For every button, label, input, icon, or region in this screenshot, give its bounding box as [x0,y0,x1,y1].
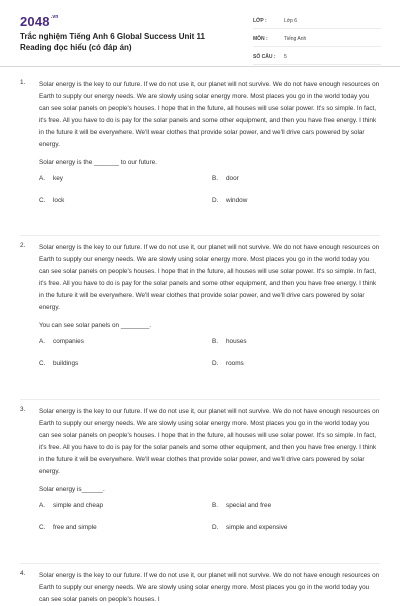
option-d[interactable] [212,195,247,207]
option-letter: A. [39,175,46,182]
option-text: special and free [226,502,272,509]
info-panel [253,13,381,67]
page-header [0,0,400,66]
meta-row-class [253,13,381,29]
question-4 [20,570,380,606]
question-passage: Solar energy is the key to our future. If we do not use it, our planet will not survive. We do not have enough resources on Earth to supply our energy needs. We are slowly using solar energy more. Most places you go in the world today you can see solar panels on people's houses. I [39,572,380,603]
meta-value: Lớp 6 [284,17,298,24]
option-letter: D. [212,197,219,204]
option-c[interactable] [39,358,78,370]
option-letter: B. [212,175,219,182]
option-text: simple and expensive [226,524,288,531]
option-a[interactable] [39,500,103,512]
option-letter: B. [212,502,219,509]
question-divider [20,563,380,564]
question-passage: Solar energy is the key to our future. If we do not use it, our planet will not survive. We do not have enough resources on Earth to supply our energy needs. We are slowly using solar energy more. Most places you go in the world today you can see solar panels on people's houses. I hope that in the future, all houses will use solar power. It's so simple. In fact, it's free. All you have to do is pay for the solar panels and some other equipment, and then you have free energy. I think in the future it will be everywhere. We'll wear clothes that provide solar power, and we'll drive cars powered by solar energy. [39,408,380,475]
option-text: free and simple [53,524,97,531]
meta-row-count [253,49,381,65]
site-logo[interactable] [20,14,59,29]
question-number: 3. [20,406,26,413]
question-number: 4. [20,570,26,577]
header-divider [0,66,400,67]
option-d[interactable] [212,522,287,534]
question-number: 1. [20,79,26,86]
question-stem: Solar energy is______. [39,486,105,493]
option-text: rooms [226,360,244,367]
option-text: key [53,175,63,182]
option-text: companies [53,338,84,345]
option-letter: C. [39,197,46,204]
option-letter: A. [39,502,46,509]
answer-options [39,336,380,382]
question-stem: You can see solar panels on ________. [39,322,152,329]
option-letter: D. [212,524,219,531]
answer-options [39,500,380,546]
option-text: buildings [53,360,79,367]
option-letter: D. [212,360,219,367]
question-number: 2. [20,242,26,249]
question-passage: Solar energy is the key to our future. If we do not use it, our planet will not survive. We do not have enough resources on Earth to supply our energy needs. We are slowly using solar energy more. Most places you go in the world today you can see solar panels on people's houses. I hope that in the future, all houses will use solar power. It's so simple. In fact, it's free. All you have to do is pay for the solar panels and some other equipment, and then you have free energy. I think in the future it will be everywhere. We'll wear clothes that provide solar power, and we'll drive cars powered by solar energy. [39,244,380,311]
option-letter: A. [39,338,46,345]
answer-options [39,173,380,219]
option-text: door [226,175,239,182]
option-text: window [226,197,248,204]
question-divider [20,235,380,236]
question-1 [20,79,380,219]
meta-key: LỚP : [253,17,267,24]
meta-key: MÔN : [253,35,268,42]
question-2 [20,242,380,382]
option-a[interactable] [39,336,84,348]
option-c[interactable] [39,195,64,207]
question-3 [20,406,380,546]
option-text: simple and cheap [53,502,104,509]
logo-tld: .vn [50,14,59,20]
option-text: lock [53,197,65,204]
option-d[interactable] [212,358,244,370]
meta-key: SỐ CÂU : [253,53,276,60]
option-c[interactable] [39,522,97,534]
option-letter: B. [212,338,219,345]
option-letter: C. [39,524,46,531]
option-text: houses [226,338,247,345]
option-b[interactable] [212,500,271,512]
logo-text: 2048 [20,14,50,29]
option-b[interactable] [212,336,247,348]
question-stem: Solar energy is the _______ to our future. [39,159,157,166]
meta-row-subject [253,31,381,47]
question-passage: Solar energy is the key to our future. If we do not use it, our planet will not survive. We do not have enough resources on Earth to supply our energy needs. We are slowly using solar energy more. Most places you go in the world today you can see solar panels on people's houses. I hope that in the future, all houses will use solar power. It's so simple. In fact, it's free. All you have to do is pay for the solar panels and some other equipment, and then you have free energy. I think in the future it will be everywhere. We'll wear clothes that provide solar power, and we'll drive cars powered by solar energy. [39,81,380,148]
meta-value: 5 [284,53,287,60]
option-b[interactable] [212,173,239,185]
meta-value: Tiếng Anh [284,35,307,42]
option-a[interactable] [39,173,63,185]
page-title: Trắc nghiệm Tiếng Anh 6 Global Success Unit 11 Reading đọc hiểu (có đáp án) [20,32,205,52]
option-letter: C. [39,360,46,367]
question-divider [20,399,380,400]
